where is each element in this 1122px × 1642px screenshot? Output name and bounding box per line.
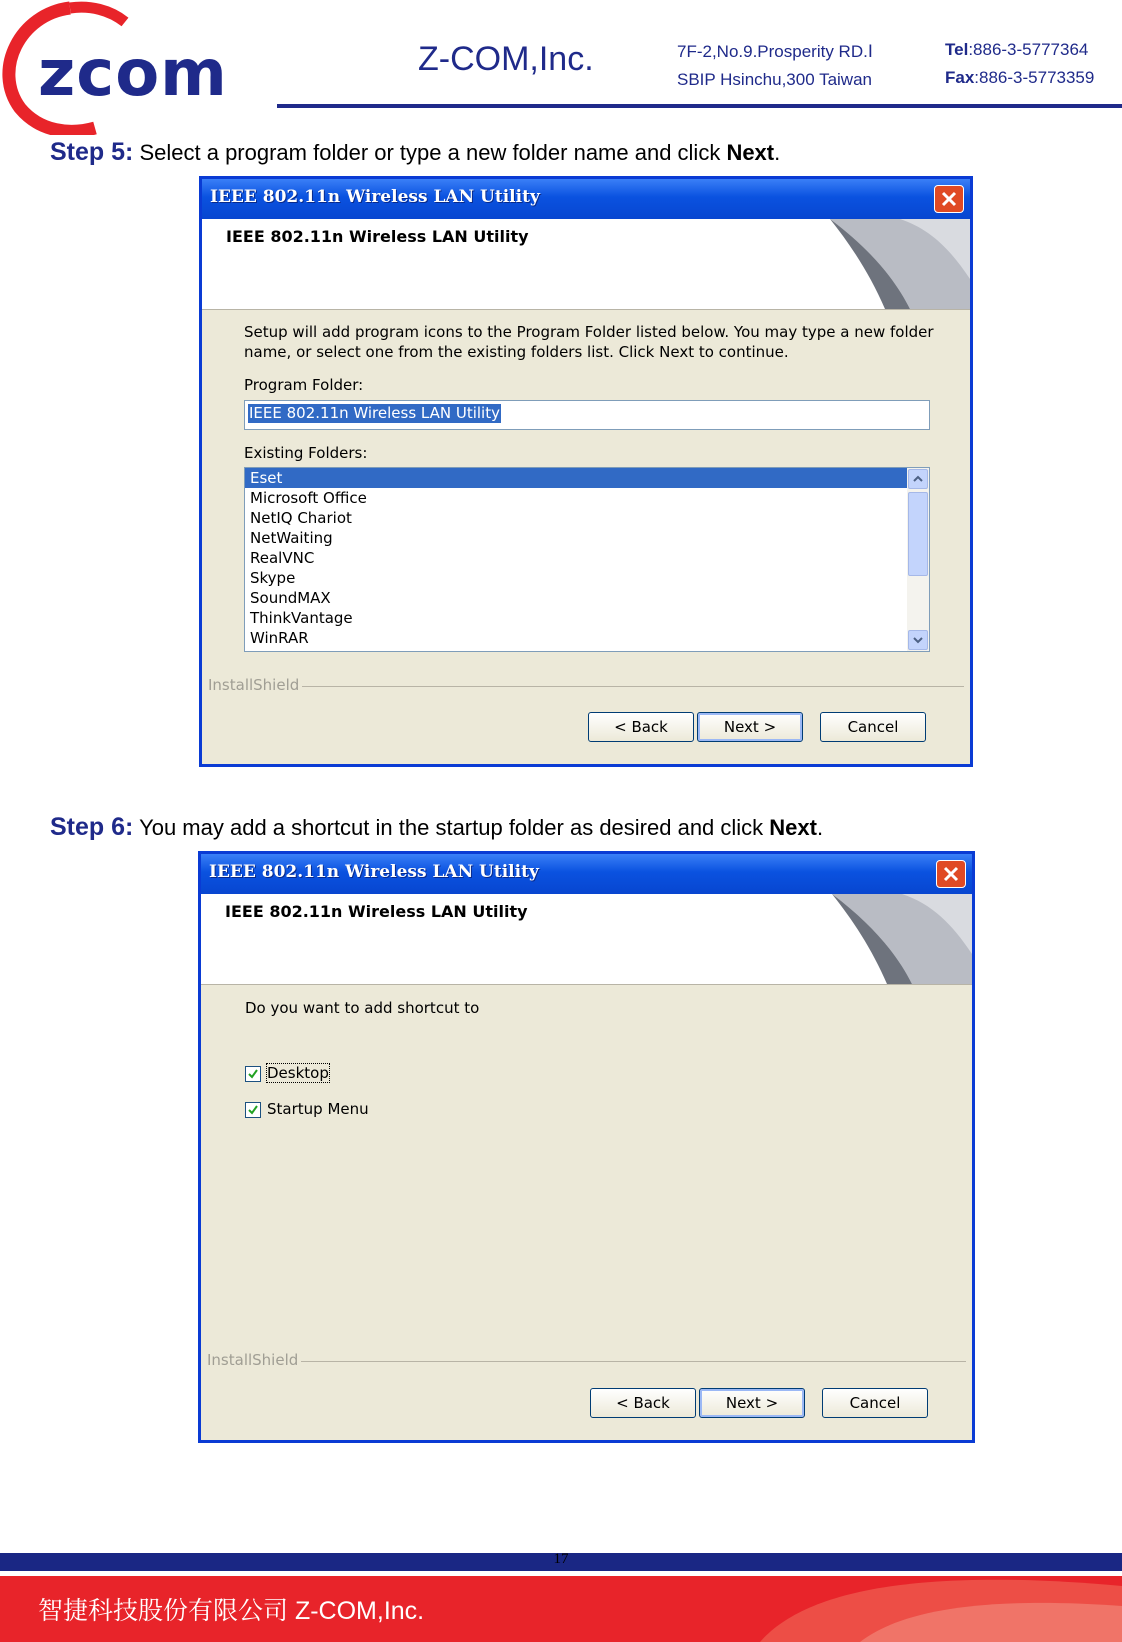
- step6-text: You may add a shortcut in the startup folder as desired and click: [133, 815, 770, 840]
- program-folder-label: Program Folder:: [244, 376, 364, 394]
- step5-close-button[interactable]: [934, 185, 964, 213]
- step5-desc-line1: Setup will add program icons to the Program Folder listed below. You may type a new folder: [244, 323, 934, 341]
- fax-line: [945, 64, 1094, 92]
- page-curl-icon: [802, 894, 972, 984]
- address-line-2: SBIP Hsinchu,300 Taiwan: [677, 70, 872, 89]
- step6-back-button[interactable]: < Back: [590, 1388, 696, 1418]
- step5-banner-title: IEEE 802.11n Wireless LAN Utility: [226, 227, 529, 246]
- folder-list-item[interactable]: SoundMAX: [250, 589, 331, 607]
- step6-banner: [201, 894, 972, 985]
- step5-cancel-button[interactable]: Cancel: [820, 712, 926, 742]
- step5-description: [244, 322, 934, 362]
- company-name: Z-COM,Inc.: [418, 40, 594, 78]
- address-line-1: 7F-2,No.9.Prosperity RD.Ⅰ: [677, 42, 873, 61]
- footer-company-text: 智捷科技股份有限公司 Z-COM,Inc.: [38, 1597, 425, 1625]
- folder-list-scrollbar[interactable]: [907, 468, 929, 651]
- scroll-thumb[interactable]: [908, 492, 928, 576]
- tel-label: Tel: [945, 40, 969, 59]
- desktop-checkbox[interactable]: [245, 1066, 261, 1082]
- step6-period: .: [816, 815, 824, 840]
- step5-banner: [202, 219, 970, 310]
- startup-menu-checkbox-label[interactable]: Startup Menu: [267, 1100, 369, 1118]
- company-address: [677, 38, 873, 94]
- startup-menu-checkbox[interactable]: [245, 1102, 261, 1118]
- step6-separator: [301, 1361, 966, 1362]
- step5-desc-line2: name, or select one from the existing folders list. Click Next to continue.: [244, 343, 789, 361]
- page-number: 17: [553, 1551, 569, 1567]
- step5-dialog: [199, 176, 973, 767]
- header-divider: [277, 104, 1122, 108]
- step6-title: IEEE 802.11n Wireless LAN Utility: [209, 862, 539, 882]
- step5-next-word: Next: [726, 140, 775, 165]
- step5-label: Step 5:: [50, 138, 134, 166]
- step5-title: IEEE 802.11n Wireless LAN Utility: [210, 187, 540, 207]
- company-contact: [945, 36, 1094, 92]
- folder-list-item[interactable]: Microsoft Office: [250, 489, 367, 507]
- existing-folders-label: Existing Folders:: [244, 444, 368, 462]
- checkmark-icon: [247, 1104, 259, 1116]
- existing-folders-list[interactable]: [244, 467, 930, 652]
- scroll-up-button[interactable]: [908, 469, 928, 489]
- folder-list-item[interactable]: NetWaiting: [250, 529, 333, 547]
- folder-list-item[interactable]: ThinkVantage: [250, 609, 353, 627]
- step5-period: .: [774, 140, 781, 165]
- folder-list-item[interactable]: WinRAR: [250, 629, 309, 647]
- step5-text: Select a program folder or type a new folder name and click: [133, 140, 727, 165]
- close-icon: [943, 866, 959, 882]
- step6-cancel-button[interactable]: Cancel: [822, 1388, 928, 1418]
- chevron-up-icon: [909, 470, 927, 488]
- step6-next-button[interactable]: Next >: [699, 1388, 805, 1418]
- folder-list-item[interactable]: Eset: [245, 468, 929, 488]
- step6-instruction: [50, 813, 823, 842]
- step5-separator: [302, 686, 964, 687]
- step6-banner-title: IEEE 802.11n Wireless LAN Utility: [225, 902, 528, 921]
- zcom-logo: [0, 0, 280, 135]
- step5-installshield-label: InstallShield: [208, 676, 300, 694]
- tel-value: :886-3-5777364: [968, 40, 1089, 59]
- step6-titlebar: [201, 854, 972, 894]
- step6-label: Step 6:: [50, 813, 134, 841]
- step6-dialog: [198, 851, 975, 1443]
- shortcut-question: Do you want to add shortcut to: [245, 999, 480, 1017]
- folder-list-item[interactable]: NetIQ Chariot: [250, 509, 352, 527]
- folder-list-item[interactable]: RealVNC: [250, 549, 315, 567]
- desktop-checkbox-label[interactable]: Desktop: [267, 1064, 329, 1082]
- chevron-down-icon: [909, 631, 927, 649]
- close-icon: [941, 191, 957, 207]
- checkmark-icon: [247, 1068, 259, 1080]
- svg-text:zcom: zcom: [38, 37, 228, 111]
- program-folder-input[interactable]: [244, 400, 930, 430]
- step5-titlebar: [202, 179, 970, 219]
- fax-label: Fax: [945, 68, 975, 87]
- step5-next-button[interactable]: Next >: [697, 712, 803, 742]
- page-curl-icon: [800, 219, 970, 309]
- folder-items: [245, 468, 929, 648]
- step6-installshield-label: InstallShield: [207, 1351, 299, 1369]
- scroll-down-button[interactable]: [908, 630, 928, 650]
- step5-instruction: [50, 138, 780, 167]
- program-folder-value: IEEE 802.11n Wireless LAN Utility: [249, 404, 500, 422]
- fax-value: :886-3-5773359: [974, 68, 1095, 87]
- step6-next-word: Next: [769, 815, 817, 840]
- folder-list-item[interactable]: Skype: [250, 569, 296, 587]
- step6-close-button[interactable]: [936, 860, 966, 888]
- tel-line: [945, 36, 1094, 64]
- step5-back-button[interactable]: < Back: [588, 712, 694, 742]
